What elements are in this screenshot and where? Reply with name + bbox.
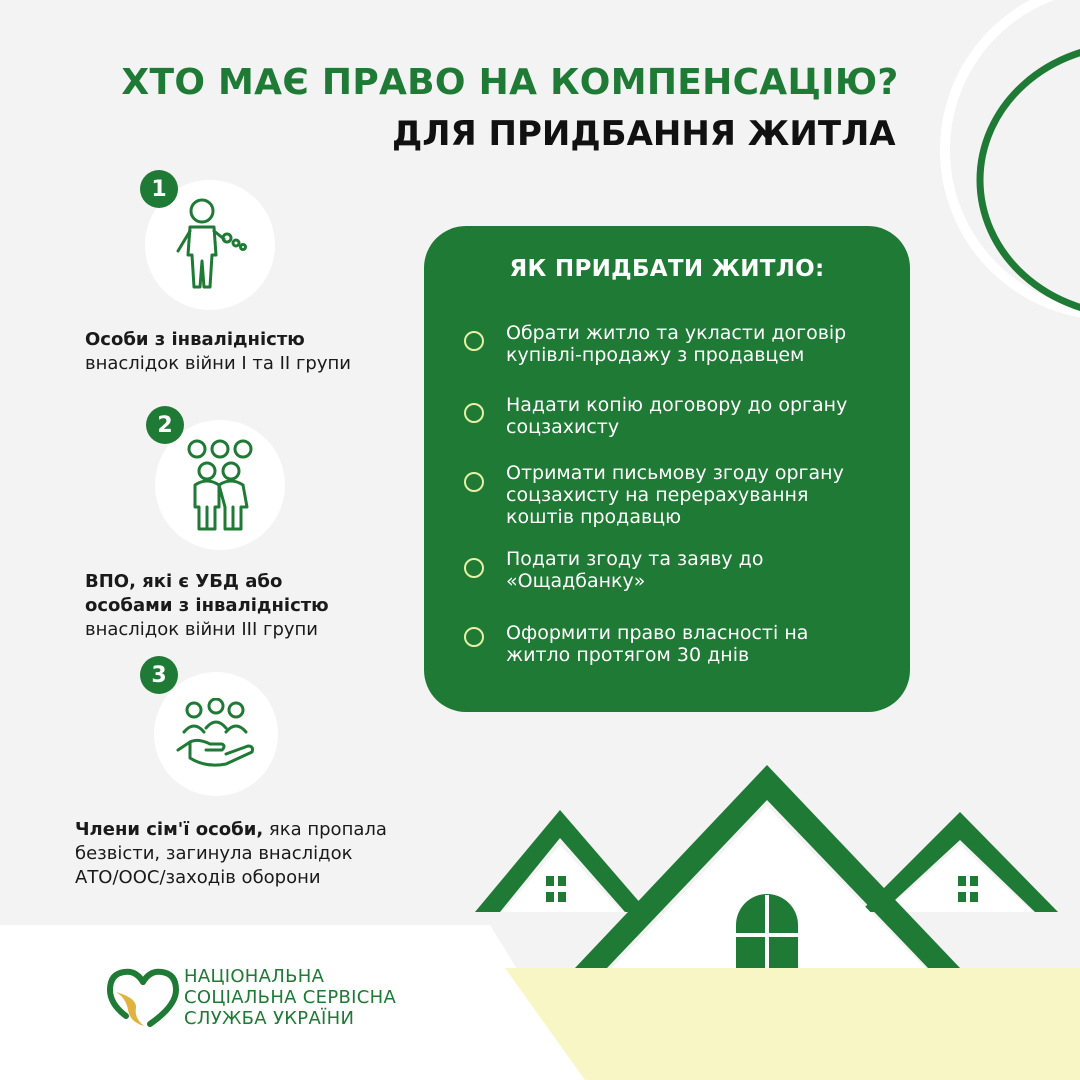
step-bullet-ring	[464, 558, 484, 578]
step-4-line-2: «Ощадбанку»	[506, 570, 646, 592]
step-2-line-2: соцзахисту	[506, 416, 620, 438]
step-3-line-1: Отримати письмову згоду органу	[506, 462, 844, 484]
category-3-icon-circle	[154, 672, 278, 796]
category-2-text	[85, 570, 329, 642]
step-1-text	[506, 322, 896, 366]
step-5-line-1: Оформити право власності на	[506, 622, 809, 644]
category-3-line-1-bold: Члени сім'ї особи,	[75, 819, 264, 840]
main-house-window	[736, 894, 798, 968]
step-3-line-3: коштів продавцю	[506, 506, 682, 528]
organization-name-line-2: СОЦІАЛЬНА СЕРВІСНА	[184, 987, 397, 1008]
step-4-text	[506, 548, 896, 592]
step-4-line-1: Подати згоду та заяву до	[506, 548, 764, 570]
step-1-line-1: Обрати житло та укласти договір	[506, 322, 847, 344]
organization-name	[184, 966, 396, 1029]
step-5-text	[506, 622, 896, 666]
step-bullet-ring	[464, 627, 484, 647]
category-3-text	[75, 818, 387, 890]
category-3-line-1: яка пропала	[263, 819, 387, 840]
step-bullet-ring	[464, 403, 484, 423]
category-3-line-3: АТО/ООС/заходів оборони	[75, 867, 321, 888]
family-icon	[185, 437, 255, 533]
category-2-line-3: внаслідок війни ІІІ групи	[85, 619, 319, 640]
page-title: ХТО МАЄ ПРАВО НА КОМПЕНСАЦІЮ?	[121, 62, 899, 103]
organization-name-line-3: СЛУЖБА УКРАЇНИ	[184, 1008, 355, 1029]
heart-logo-icon	[106, 968, 180, 1030]
child-icon	[172, 197, 248, 293]
step-3-text	[506, 462, 896, 528]
steps-panel-title: ЯК ПРИДБАТИ ЖИТЛО:	[509, 256, 825, 282]
category-1-number-badge: 1	[140, 170, 178, 208]
step-bullet-ring	[464, 472, 484, 492]
category-1-text	[85, 328, 351, 376]
category-2-line-2-bold: особами з інвалідністю	[85, 595, 329, 616]
steps-panel	[424, 226, 910, 712]
organization-name-line-1: НАЦІОНАЛЬНА	[184, 966, 325, 987]
category-2-number-badge: 2	[146, 406, 184, 444]
step-2-text	[506, 394, 896, 438]
family-care-hand-icon	[176, 698, 256, 770]
category-3-number-badge: 3	[140, 656, 178, 694]
category-2-line-1-bold: ВПО, які є УБД або	[85, 571, 283, 592]
category-1-line-2: внаслідок війни І та ІІ групи	[85, 353, 351, 374]
category-1-line-1-bold: Особи з інвалідністю	[85, 329, 305, 350]
page-subtitle: ДЛЯ ПРИДБАННЯ ЖИТЛА	[392, 114, 896, 154]
step-1-line-2: купівлі-продажу з продавцем	[506, 344, 805, 366]
step-3-line-2: соцзахисту на перерахування	[506, 484, 809, 506]
step-5-line-2: житло протягом 30 днів	[506, 644, 750, 666]
step-2-line-1: Надати копію договору до органу	[506, 394, 848, 416]
category-3-line-2: безвісти, загинула внаслідок	[75, 843, 353, 864]
step-bullet-ring	[464, 331, 484, 351]
